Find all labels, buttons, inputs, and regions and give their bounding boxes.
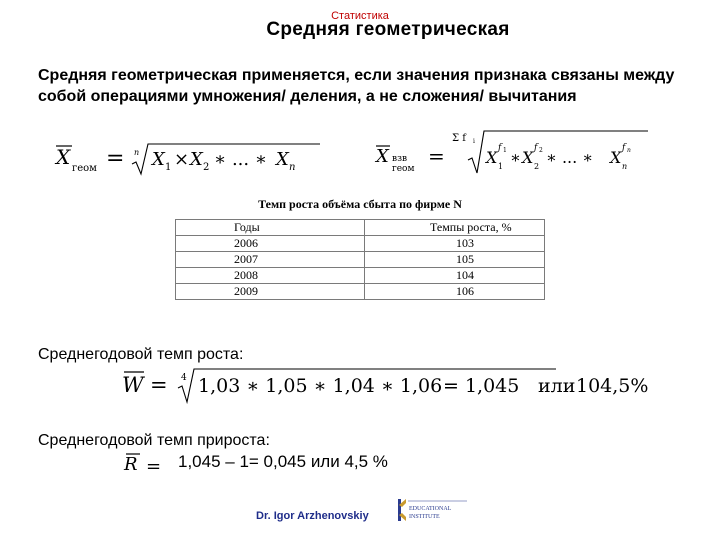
formula-weighted-geometric-mean <box>372 128 652 184</box>
table-row <box>176 236 545 252</box>
avg-growth-label: Среднегодовой темп роста: <box>38 346 244 363</box>
svg-text:1: 1 <box>498 162 504 171</box>
column-header-growth: Темпы роста, % <box>365 220 545 236</box>
table-row <box>176 284 545 300</box>
avg-increase-label: Среднегодовой темп прироста: <box>38 432 270 449</box>
svg-text:∗ ... ∗: ∗ ... ∗ <box>546 148 594 167</box>
svg-text:2: 2 <box>203 162 210 173</box>
svg-text:=: = <box>106 146 125 171</box>
growth-rate-table <box>175 219 545 300</box>
avg-increase-result: 1,045 – 1= 0,045 или 4,5 % <box>178 452 388 471</box>
cell-growth: 104 <box>365 268 545 284</box>
slide-title: Средняя геометрическая <box>266 19 510 40</box>
slide-topic: Статистика <box>331 10 389 22</box>
footer-author: Dr. Igor Arzhenovskiy <box>256 510 369 522</box>
cell-growth: 105 <box>365 252 545 268</box>
svg-text:n: n <box>627 147 631 154</box>
svg-text:1,03 ∗ 1,05 ∗ 1,04 ∗ 1,06: 1,03 ∗ 1,05 ∗ 1,04 ∗ 1,06 <box>198 375 443 397</box>
svg-text:X: X <box>376 146 389 167</box>
svg-text:INSTITUTE: INSTITUTE <box>409 514 440 520</box>
table-row <box>176 268 545 284</box>
formula-avg-increase-lhs <box>120 450 170 478</box>
svg-text:4: 4 <box>181 373 187 383</box>
svg-text:f: f <box>534 143 538 153</box>
svg-text:2: 2 <box>539 147 543 154</box>
svg-text:2: 2 <box>534 162 540 171</box>
table-header-row <box>176 220 545 236</box>
svg-text:×: × <box>174 149 190 170</box>
svg-text:геом: геом <box>392 164 415 174</box>
svg-text:=: = <box>146 456 162 477</box>
cell-year: 2009 <box>176 284 365 300</box>
svg-text:=: = <box>150 373 168 397</box>
svg-text:n: n <box>622 162 628 171</box>
svg-text:= 1,045: = 1,045 <box>443 375 520 397</box>
svg-text:n: n <box>134 148 140 157</box>
svg-text:i: i <box>473 138 475 145</box>
svg-text:Σ f: Σ f <box>452 133 466 144</box>
svg-text:=: = <box>428 144 445 168</box>
cell-growth: 103 <box>365 236 545 252</box>
svg-text:f: f <box>498 143 502 153</box>
cell-growth: 106 <box>365 284 545 300</box>
svg-text:взв: взв <box>392 154 408 164</box>
svg-text:или: или <box>538 375 576 397</box>
svg-text:W: W <box>122 373 144 397</box>
svg-text:X: X <box>522 148 534 167</box>
svg-text:∗: ∗ <box>510 148 521 167</box>
svg-text:f: f <box>622 143 626 153</box>
svg-text:104,5%: 104,5% <box>576 375 649 397</box>
cell-year: 2008 <box>176 268 365 284</box>
cell-year: 2006 <box>176 236 365 252</box>
formula-avg-growth <box>118 366 663 406</box>
table-caption: Темп роста объёма сбыта по фирме N <box>258 197 462 211</box>
svg-text:1: 1 <box>165 162 172 173</box>
svg-text:EDUCATIONAL: EDUCATIONAL <box>409 506 452 512</box>
formula-simple-geometric-mean <box>52 140 322 182</box>
svg-text:X: X <box>152 149 165 170</box>
table-row <box>176 252 545 268</box>
column-header-years: Годы <box>176 220 365 236</box>
svg-text:1: 1 <box>503 147 507 154</box>
svg-text:R: R <box>124 454 138 475</box>
intro-text: Средняя геометрическая применяется, если значения признака связаны между собой операциями умножения/ деления, а не сложения/ вычитания <box>38 67 675 105</box>
cell-year: 2007 <box>176 252 365 268</box>
svg-text:n: n <box>289 162 296 173</box>
svg-text:∗ ... ∗: ∗ ... ∗ <box>214 149 268 170</box>
svg-text:X: X <box>190 149 203 170</box>
svg-text:X: X <box>276 149 289 170</box>
institute-logo <box>397 497 469 524</box>
formula-simple-subscript: геом <box>72 163 97 174</box>
svg-text:X: X <box>610 148 622 167</box>
svg-text:X: X <box>486 148 498 167</box>
svg-text:X: X <box>56 145 71 169</box>
